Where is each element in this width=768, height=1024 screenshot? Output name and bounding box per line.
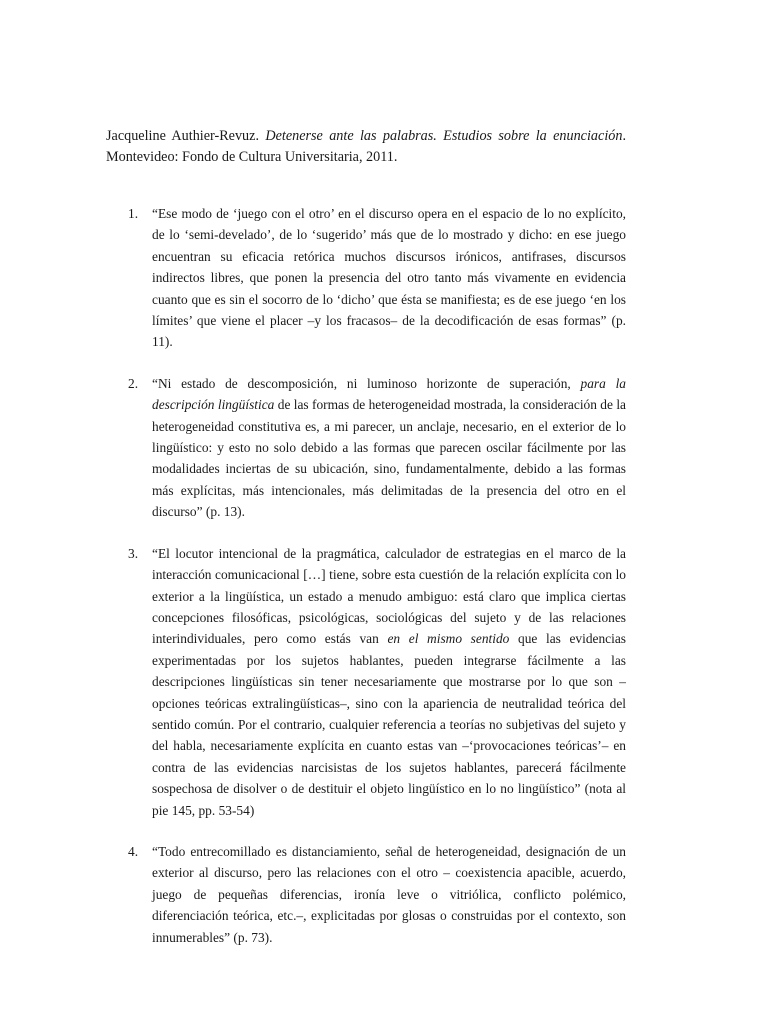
reference-title: Detenerse ante las palabras. Estudios sobre la enunciación xyxy=(265,128,623,144)
quote-text xyxy=(152,376,626,519)
quote-text: “Ese modo de ‘juego con el otro’ en el discurso opera en el espacio de lo no explícito, de lo ‘semi-develado’, de lo ‘sugerido’ más que de lo mostrado y dicho: en ese juego encuentran su eficacia retórica muchos discursos irónicos, antifrases, discursos indirectos libres, que ponen la presencia del otro tanto más vivamente en evidencia cuanto que es sin el socorro de lo ‘dicho’ que ésta se manifiesta; es de ese juego ‘en los límites’ que viene el placer –y los fracasos– de la decodificación de esas formas” (p. 11). xyxy=(152,206,626,350)
quote-item-4 xyxy=(106,841,626,948)
quote-number: 4. xyxy=(128,843,139,859)
quote-text-emphasis: para la descripción lingüística xyxy=(152,375,626,413)
quote-text xyxy=(152,546,626,818)
quote-text-part: que las evidencias experimentadas por los sujetos hablantes, pueden integrarse fácilmente a las descripciones lingüísticas sin tener necesariamente que mostrarse por lo que son –opciones teóricas extralingüísticas–, sino con la apariencia de neutralidad teórica del sentido común. Por el contrario, cualquier referencia a teorías no subjetivas del sujeto y del habla, necesariamente explícita en cuanto estas van –‘provocaciones teóricas’– en contra de las evidencias narcisistas de los sujetos hablantes, parecerá fácilmente sospechosa de disolver o de destituir el objeto lingüístico en lo no lingüístico” (nota al pie 145, pp. 53-54) xyxy=(152,631,627,818)
bibliographic-reference xyxy=(106,126,626,168)
quote-text-part: “Ni estado de descomposición, ni luminoso horizonte de superación, xyxy=(152,375,581,391)
reference-publication: . Montevideo: Fondo de Cultura Universitaria, 2011. xyxy=(106,128,626,165)
quote-number: 3. xyxy=(128,545,139,561)
quote-number: 1. xyxy=(128,206,139,221)
quote-item-3 xyxy=(106,543,626,821)
quotes-list xyxy=(106,203,626,968)
quote-number: 2. xyxy=(128,375,139,391)
quote-text-part: “El locutor intencional de la pragmática, calculador de estrategias en el marco de la interacción comunicacional […] tiene, sobre esta cuestión de la relación explícita con lo exterior a la lingüística, un estado a menudo ambiguo: está claro que implica ciertas concepciones filosóficas, psicológicas, sociológicas del sujeto y de las relaciones interindividuales, pero como estás van xyxy=(152,545,626,647)
quote-text-part: de las formas de heterogeneidad mostrada, la consideración de la heterogeneidad constitutiva es, a mi parecer, un anclaje, necesario, en el exterior de lo lingüístico: y esto no solo debido a las formas que parecen oscilar fácilmente por las modalidades inciertas de su ubicación, sino, fundamentalmente, debido a las formas más explícitas, más intencionales, más delimitadas de la presencia del otro en el discurso” (p. 13). xyxy=(152,397,626,520)
quote-item-2 xyxy=(106,373,626,523)
quote-text: “Todo entrecomillado es distanciamiento, señal de heterogeneidad, designación de un exterior al discurso, pero las relaciones con el otro – coexistencia apacible, acuerdo, juego de pequeñas diferencias, ironía leve o vitriólica, conflicto polémico, diferenciación teórica, etc.–, explicitadas por glosas o construidas por el contexto, son innumerables” (p. 73). xyxy=(152,843,626,945)
quote-item-1 xyxy=(106,203,626,353)
quote-text-emphasis: en el mismo sentido xyxy=(387,631,510,647)
reference-author: Jacqueline Authier-Revuz. xyxy=(106,128,266,144)
